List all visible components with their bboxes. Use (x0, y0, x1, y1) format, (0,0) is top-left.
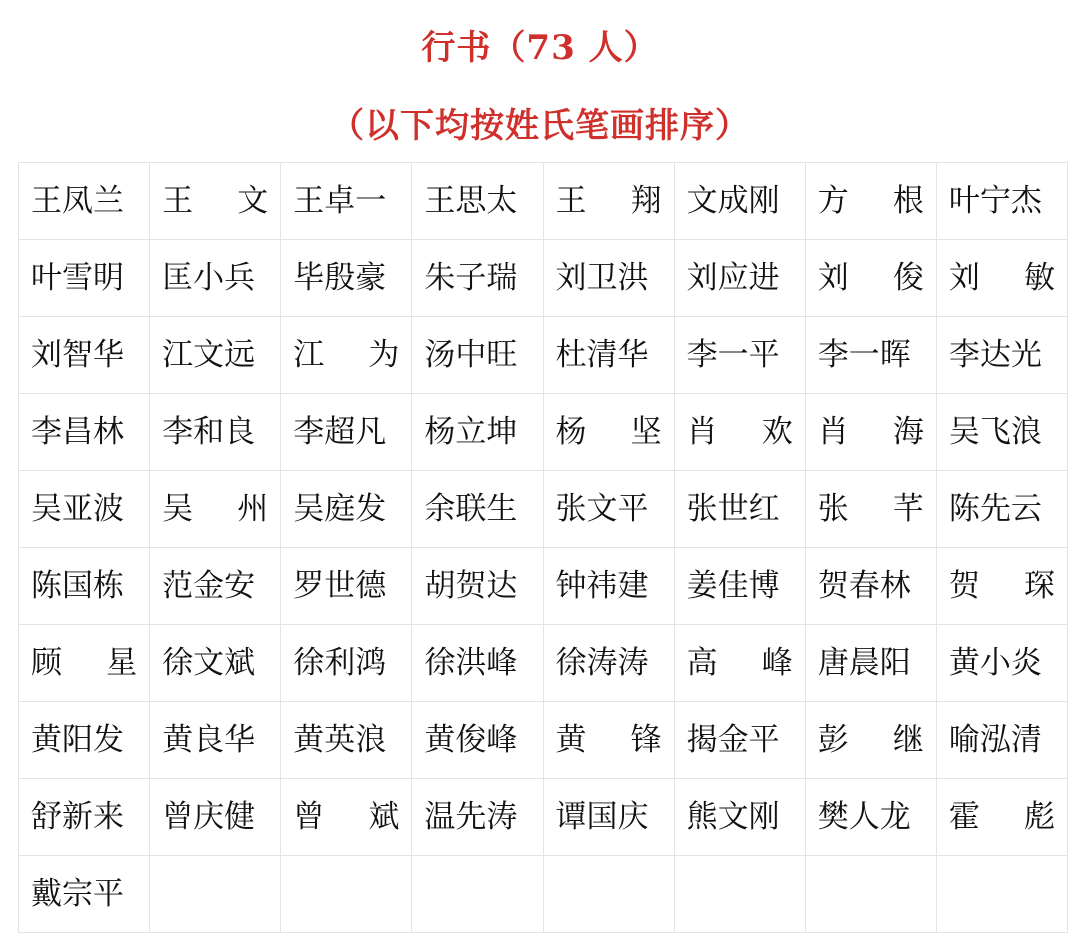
name-cell (543, 471, 674, 548)
name-text: 毕殷豪 (293, 260, 387, 296)
name-cell (805, 471, 936, 548)
name-cell (150, 779, 281, 856)
name-text: 余联生 (424, 491, 518, 527)
name-cell (281, 240, 412, 317)
name-cell (805, 163, 936, 240)
name-text: 杜清华 (555, 337, 649, 373)
name-cell (19, 625, 150, 702)
name-cell (805, 856, 936, 933)
name-text: 刘 敏 (948, 260, 1055, 296)
table-row (19, 856, 1068, 933)
name-cell (412, 625, 543, 702)
name-cell (19, 163, 150, 240)
name-cell (543, 779, 674, 856)
name-text: 徐涛涛 (555, 645, 649, 681)
name-cell (936, 625, 1067, 702)
name-cell (281, 779, 412, 856)
name-text: 霍 彪 (948, 799, 1055, 835)
name-cell (281, 394, 412, 471)
name-text: 舒新来 (31, 799, 124, 835)
name-text: 李和良 (162, 414, 256, 450)
name-text: 张 芊 (817, 491, 924, 527)
name-text: 黄英浪 (293, 722, 387, 758)
name-text: 王凤兰 (31, 183, 124, 219)
name-cell (150, 548, 281, 625)
name-text: 温先涛 (424, 799, 518, 835)
name-text: 肖 海 (817, 414, 924, 450)
name-text: 李一平 (686, 337, 780, 373)
name-text: 叶雪明 (31, 260, 124, 296)
name-text: 戴宗平 (31, 876, 124, 912)
table-row (19, 702, 1068, 779)
name-text: 顾 星 (31, 645, 138, 681)
name-cell (281, 702, 412, 779)
name-cell (805, 240, 936, 317)
name-cell (805, 548, 936, 625)
name-text: 李达光 (948, 337, 1042, 373)
name-cell (936, 548, 1067, 625)
name-text: 刘 俊 (817, 260, 924, 296)
name-text: 贺春林 (817, 568, 911, 604)
name-cell (150, 471, 281, 548)
name-text: 吴飞浪 (948, 414, 1042, 450)
name-text: 王 文 (162, 183, 269, 219)
name-cell (936, 702, 1067, 779)
name-text: 揭金平 (686, 722, 780, 758)
name-cell (281, 163, 412, 240)
name-text: 黄小炎 (948, 645, 1042, 681)
name-cell (412, 163, 543, 240)
name-text: 陈先云 (948, 491, 1042, 527)
name-text: 王思太 (424, 183, 518, 219)
name-text: 王 翔 (555, 183, 662, 219)
name-text: 黄 锋 (555, 722, 662, 758)
name-cell (543, 548, 674, 625)
name-cell (674, 163, 805, 240)
name-text: 匡小兵 (162, 260, 256, 296)
name-text: 李昌林 (31, 414, 124, 450)
name-text: 徐文斌 (162, 645, 256, 681)
name-cell (543, 702, 674, 779)
name-cell (936, 163, 1067, 240)
name-cell (674, 702, 805, 779)
name-text: 彭 继 (817, 722, 924, 758)
name-cell (674, 779, 805, 856)
table-row (19, 548, 1068, 625)
name-text: 曾 斌 (293, 799, 400, 835)
name-text: 罗世德 (293, 568, 387, 604)
name-cell (150, 394, 281, 471)
name-cell (150, 856, 281, 933)
name-text: 李超凡 (293, 414, 387, 450)
name-text: 方 根 (817, 183, 924, 219)
name-cell (19, 702, 150, 779)
name-text: 杨立坤 (424, 414, 518, 450)
name-cell (805, 779, 936, 856)
name-cell (19, 471, 150, 548)
name-text: 范金安 (162, 568, 256, 604)
name-text: 汤中旺 (424, 337, 518, 373)
name-cell (150, 625, 281, 702)
table-row (19, 163, 1068, 240)
name-text: 张文平 (555, 491, 649, 527)
name-cell (936, 779, 1067, 856)
name-text: 吴庭发 (293, 491, 387, 527)
name-cell (936, 856, 1067, 933)
names-table (18, 162, 1068, 933)
name-cell (412, 702, 543, 779)
name-text: 胡贺达 (424, 568, 518, 604)
name-text: 唐晨阳 (817, 645, 911, 681)
name-text: 江 为 (293, 337, 400, 373)
name-cell (19, 779, 150, 856)
name-text: 朱子瑞 (424, 260, 518, 296)
name-cell (543, 240, 674, 317)
name-cell (150, 317, 281, 394)
name-cell (281, 471, 412, 548)
name-cell (674, 240, 805, 317)
name-text: 徐利鸿 (293, 645, 387, 681)
name-cell (674, 394, 805, 471)
name-cell (412, 471, 543, 548)
name-text: 肖 欢 (686, 414, 793, 450)
name-text: 黄阳发 (31, 722, 124, 758)
name-text: 陈国栋 (31, 568, 124, 604)
name-cell (805, 317, 936, 394)
name-text: 吴亚波 (31, 491, 124, 527)
name-cell (936, 240, 1067, 317)
name-cell (805, 394, 936, 471)
name-text: 钟祎建 (555, 568, 649, 604)
name-text: 刘应进 (686, 260, 780, 296)
name-cell (674, 471, 805, 548)
names-table-body (19, 163, 1068, 933)
name-cell (281, 548, 412, 625)
name-text: 熊文刚 (686, 799, 780, 835)
name-cell (543, 317, 674, 394)
name-text: 杨 坚 (555, 414, 662, 450)
name-cell (412, 548, 543, 625)
name-cell (19, 856, 150, 933)
name-cell (19, 240, 150, 317)
table-row (19, 240, 1068, 317)
name-text: 曾庆健 (162, 799, 256, 835)
name-text: 张世红 (686, 491, 780, 527)
name-cell (936, 394, 1067, 471)
name-cell (543, 163, 674, 240)
name-cell (412, 317, 543, 394)
name-text: 江文远 (162, 337, 256, 373)
name-cell (805, 625, 936, 702)
name-cell (281, 625, 412, 702)
name-cell (150, 702, 281, 779)
name-cell (281, 317, 412, 394)
name-text: 徐洪峰 (424, 645, 518, 681)
name-text: 刘智华 (31, 337, 124, 373)
name-cell (543, 625, 674, 702)
table-row (19, 471, 1068, 548)
name-cell (674, 856, 805, 933)
table-row (19, 625, 1068, 702)
name-text: 樊人龙 (817, 799, 911, 835)
name-cell (936, 317, 1067, 394)
table-row (19, 394, 1068, 471)
name-cell (150, 163, 281, 240)
name-cell (543, 856, 674, 933)
name-cell (805, 702, 936, 779)
name-cell (19, 548, 150, 625)
name-cell (412, 856, 543, 933)
name-text: 黄良华 (162, 722, 256, 758)
name-cell (543, 394, 674, 471)
name-cell (412, 394, 543, 471)
table-row (19, 317, 1068, 394)
name-cell (674, 548, 805, 625)
name-cell (281, 856, 412, 933)
name-cell (674, 625, 805, 702)
name-text: 贺 琛 (948, 568, 1055, 604)
name-text: 李一晖 (817, 337, 911, 373)
name-cell (412, 779, 543, 856)
name-text: 谭国庆 (555, 799, 649, 835)
name-cell (412, 240, 543, 317)
name-text: 黄俊峰 (424, 722, 518, 758)
name-cell (674, 317, 805, 394)
name-text: 刘卫洪 (555, 260, 649, 296)
name-cell (19, 394, 150, 471)
name-cell (19, 317, 150, 394)
name-text: 姜佳博 (686, 568, 780, 604)
name-cell (936, 471, 1067, 548)
page-title: 行书（73 人） (421, 28, 659, 68)
name-cell (150, 240, 281, 317)
name-text: 叶宁杰 (948, 183, 1042, 219)
name-text: 王卓一 (293, 183, 387, 219)
page-subtitle: （以下均按姓氏笔画排序） (330, 106, 750, 146)
name-text: 喻泓清 (948, 722, 1042, 758)
name-text: 高 峰 (686, 645, 793, 681)
table-row (19, 779, 1068, 856)
name-text: 文成刚 (686, 183, 780, 219)
name-text: 吴 州 (162, 491, 269, 527)
